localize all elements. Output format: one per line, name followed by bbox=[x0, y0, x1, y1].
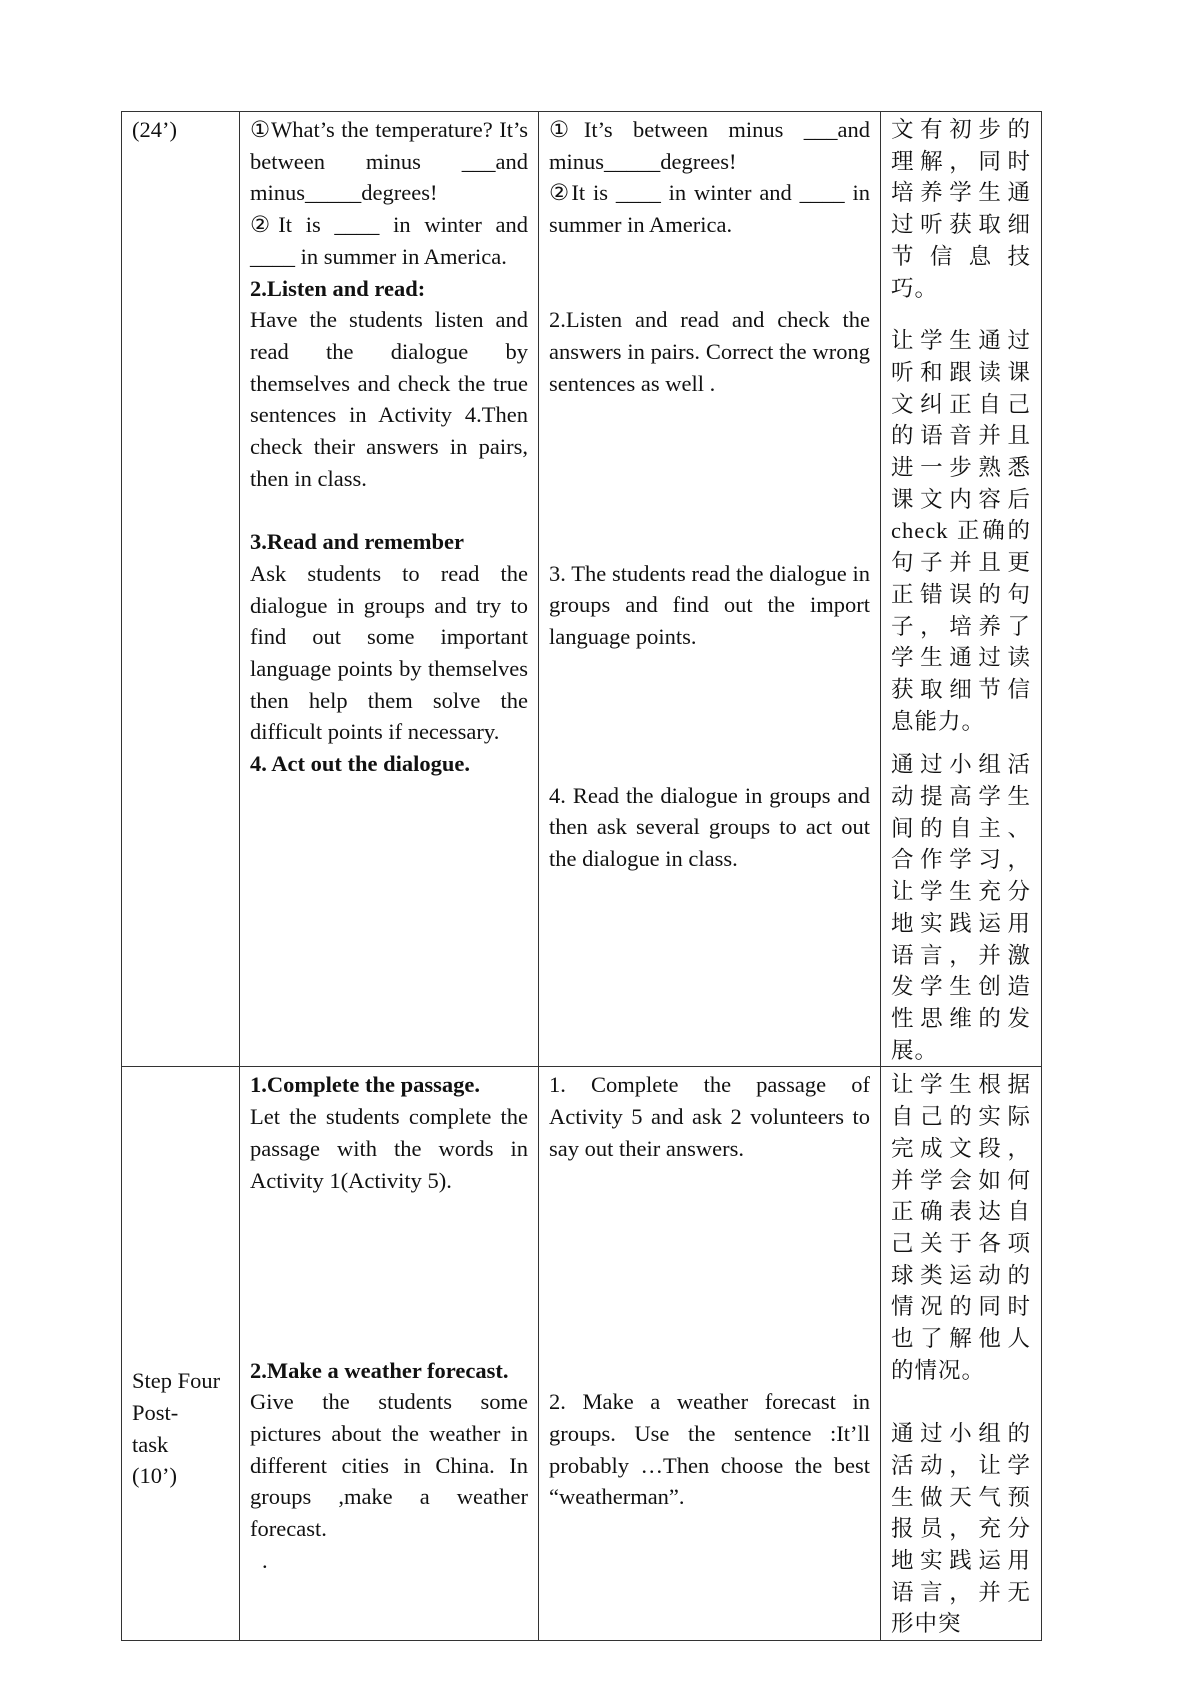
text-listen-read: Have the students listen and read the dialogue by themselves and check the true sentences in Activity 4.Then check their answers in pairs, then in class. bbox=[250, 307, 528, 491]
text-read-remember: Ask students to read the dialogue in groups and try to find out some important language points by themselves then help them solve the difficult points if necessary. bbox=[250, 560, 528, 745]
purpose-text-4: 让学生根据自己的实际完成文段，并学会如何正确表达自己关于各项球类运动的情况的同时也了解他人的情况。 bbox=[891, 1072, 1031, 1383]
student-weather-forecast: 2. Make a weather forecast in groups. Use the sentence :It’ll probably …Then choose the best “weatherman”. bbox=[549, 1389, 870, 1510]
purpose-text-2: 让学生通过听和跟读课文纠正自己的语音并且进一步熟悉课文内容后check 正确的句子并且更正错误的句子，培养了学生通过读获取细节信息能力。 bbox=[891, 328, 1031, 734]
student-activity-cell bbox=[539, 1067, 881, 1641]
purpose-cell bbox=[881, 112, 1042, 1067]
step-phase-cont: task bbox=[132, 1431, 169, 1457]
step-cell bbox=[122, 1067, 240, 1641]
trailing-dot: . bbox=[262, 1547, 268, 1573]
teacher-activity-cell bbox=[240, 112, 539, 1067]
student-complete-passage: 1. Complete the passage of Activity 5 and ask 2 volunteers to say out their answers. bbox=[549, 1072, 870, 1161]
heading-act-out: 4. Act out the dialogue. bbox=[250, 751, 471, 777]
step-phase: Post- bbox=[132, 1400, 179, 1425]
text-complete-passage: Let the students complete the passage with the words in Activity 1(Activity 5). bbox=[250, 1104, 528, 1193]
table-row bbox=[122, 1067, 1042, 1641]
question-2: ②It is ____ in winter and ____ in summer in America. bbox=[250, 212, 528, 269]
question-1: ①What’s the temperature? It’s between minus ___and minus_____degrees! bbox=[250, 117, 528, 206]
purpose-cell bbox=[881, 1067, 1042, 1641]
heading-read-remember: 3.Read and remember bbox=[250, 529, 464, 555]
heading-complete-passage: 1.Complete the passage. bbox=[250, 1072, 480, 1098]
student-read-groups: 3. The students read the dialogue in groups and find out the import language points. bbox=[549, 560, 870, 650]
step-time: (24’) bbox=[132, 117, 177, 142]
table-row bbox=[122, 112, 1042, 1067]
purpose-text-5: 通过小组的活动，让学生做天气预报员，充分地实践运用语言，并无形中突 bbox=[891, 1421, 1031, 1637]
purpose-text-3: 通过小组活动提高学生间的自主、合作学习，让学生充分地实践运用语言，并激发学生创造性思维的发展。 bbox=[891, 752, 1031, 1063]
student-activity-cell bbox=[539, 112, 881, 1067]
text-weather-forecast: Give the students some pictures about the weather in different cities in China. In groups ,make a weather forecast. bbox=[250, 1389, 528, 1542]
lesson-plan-table bbox=[121, 111, 1042, 1641]
step-cell bbox=[122, 112, 240, 1067]
student-answer-2: ②It is ____ in winter and ____ in summer in America. bbox=[549, 180, 870, 238]
heading-listen-read: 2.Listen and read: bbox=[250, 275, 426, 301]
teacher-activity-cell bbox=[240, 1067, 539, 1641]
step-name: Step Four bbox=[132, 1368, 221, 1394]
student-act-out: 4. Read the dialogue in groups and then ask several groups to act out the dialogue in class. bbox=[549, 782, 870, 871]
student-answer-1: ①It’s between minus ___and minus_____degrees! bbox=[549, 117, 870, 174]
student-listen-read: 2.Listen and read and check the answers in pairs. Correct the wrong sentences as well . bbox=[549, 307, 870, 396]
step-time: (10’) bbox=[132, 1463, 177, 1489]
heading-weather-forecast: 2.Make a weather forecast. bbox=[250, 1357, 509, 1383]
purpose-text-1: 文有初步的理解，同时培养学生通过听获取细节信息技巧。 bbox=[891, 117, 1031, 301]
